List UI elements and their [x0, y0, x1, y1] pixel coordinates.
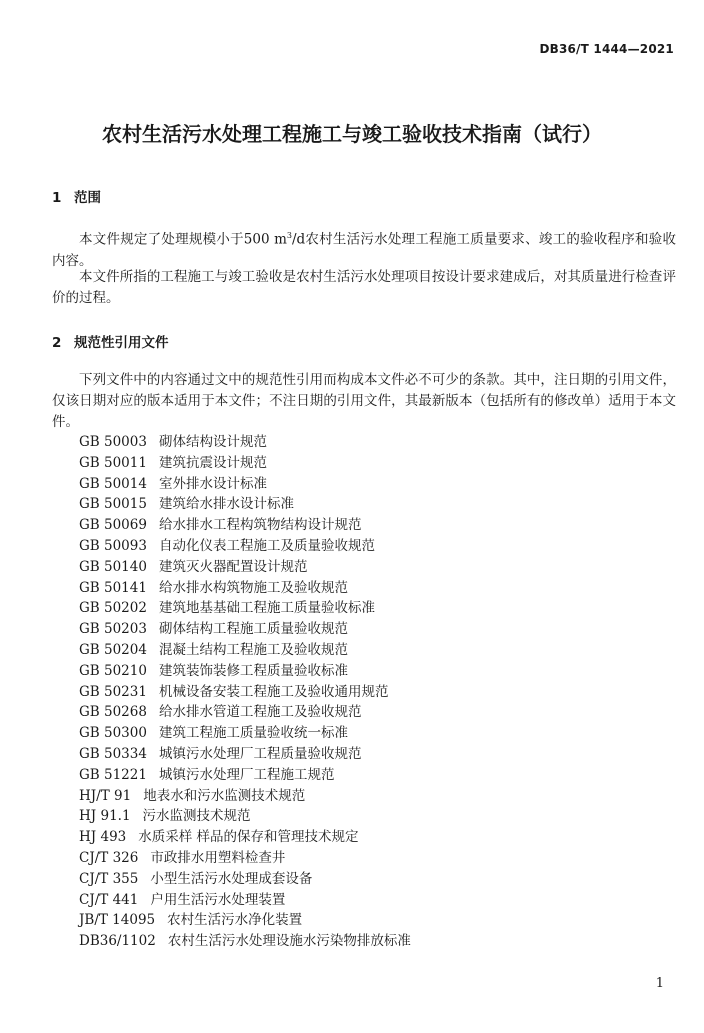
reference-code: GB 50140 [79, 558, 147, 575]
section-1-heading [52, 186, 101, 206]
reference-title: 混凝土结构工程施工及验收规范 [158, 641, 348, 658]
reference-title: 水质采样 样品的保存和管理技术规定 [138, 829, 359, 846]
reference-item [79, 432, 411, 453]
reference-code: GB 50268 [79, 704, 147, 721]
reference-code: GB 50231 [79, 683, 147, 700]
section-title: 范围 [74, 190, 101, 206]
scope-paragraph-2: 本文件所指的工程施工与竣工验收是农村生活污水处理项目按设计要求建成后，对其质量进行检查评价的过程。 [52, 269, 676, 306]
reference-title: 户用生活污水处理装置 [150, 891, 286, 908]
reference-code: GB 50069 [79, 517, 147, 534]
reference-code: GB 50141 [79, 579, 147, 596]
reference-code: GB 50334 [79, 745, 147, 762]
reference-title: 建筑工程施工质量验收统一标准 [158, 725, 348, 742]
reference-code: GB 50210 [79, 662, 147, 679]
reference-item [79, 619, 411, 640]
section-title: 规范性引用文件 [74, 335, 169, 351]
reference-title: 给水排水管道工程施工及验收规范 [158, 704, 362, 721]
reference-item [79, 661, 411, 682]
reference-code: CJ/T 355 [79, 870, 139, 887]
reference-code: GB 50015 [79, 496, 147, 513]
reference-item [79, 931, 411, 952]
reference-title: 给水排水构筑物施工及验收规范 [158, 579, 348, 596]
reference-title: 建筑抗震设计规范 [158, 454, 267, 471]
reference-item [79, 806, 411, 827]
reference-code: GB 50204 [79, 641, 147, 658]
reference-title: 城镇污水处理厂工程质量验收规范 [158, 745, 362, 762]
scope-paragraph-1 [52, 225, 676, 272]
reference-item [79, 536, 411, 557]
section-2-heading [52, 331, 169, 351]
reference-item [79, 598, 411, 619]
reference-code: GB 50202 [79, 600, 147, 617]
reference-title: 给水排水工程构筑物结构设计规范 [158, 517, 362, 534]
reference-item [79, 765, 411, 786]
reference-title: 城镇污水处理厂工程施工规范 [158, 766, 335, 783]
reference-item [79, 702, 411, 723]
references-intro: 下列文件中的内容通过文中的规范性引用而构成本文件必不可少的条款。其中，注日期的引用文件，仅该日期对应的版本适用于本文件；不注日期的引用文件，其最新版本（包括所有的修改单）适用于本文件。 [52, 372, 676, 430]
reference-code: GB 50011 [79, 454, 147, 471]
reference-code: HJ/T 91 [79, 787, 132, 804]
reference-item [79, 910, 411, 931]
reference-code: JB/T 14095 [79, 912, 156, 929]
reference-item [79, 453, 411, 474]
reference-title: 建筑给水排水设计标准 [158, 496, 294, 513]
reference-title: 自动化仪表工程施工及质量验收规范 [158, 537, 375, 554]
reference-title: 建筑灭火器配置设计规范 [158, 558, 308, 575]
reference-list [79, 432, 411, 952]
reference-code: GB 51221 [79, 766, 147, 783]
reference-item [79, 640, 411, 661]
para-text: 本文件规定了处理规模小于500 m [79, 231, 287, 248]
reference-code: HJ 493 [79, 829, 127, 846]
reference-code: GB 50003 [79, 434, 147, 450]
reference-title: 污水监测技术规范 [142, 808, 251, 825]
reference-title: 小型生活污水处理成套设备 [150, 870, 313, 887]
reference-title: 地表水和污水监测技术规范 [143, 787, 306, 804]
page-number: 1 [655, 976, 664, 991]
reference-code: CJ/T 326 [79, 849, 139, 866]
reference-item [79, 557, 411, 578]
reference-code: GB 50300 [79, 725, 147, 742]
reference-code: GB 50093 [79, 537, 147, 554]
reference-code: DB36/1102 [79, 933, 156, 950]
reference-code: GB 50014 [79, 475, 147, 492]
reference-item [79, 744, 411, 765]
para-text: /d农村生活污水处理工程施工质量要求、竣工的验收程序和验收内容。 [52, 231, 676, 269]
reference-item [79, 494, 411, 515]
reference-item [79, 474, 411, 495]
document-id: DB36/T 1444—2021 [539, 42, 674, 56]
reference-title: 建筑装饰装修工程质量验收标准 [158, 662, 348, 679]
reference-title: 市政排水用塑料检查井 [150, 849, 286, 866]
reference-title: 农村生活污水净化装置 [167, 912, 303, 929]
reference-title: 砌体结构工程施工质量验收规范 [158, 621, 348, 638]
reference-item [79, 578, 411, 599]
reference-item [79, 786, 411, 807]
document-title: 农村生活污水处理工程施工与竣工验收技术指南（试行） [102, 122, 602, 146]
reference-item [79, 515, 411, 536]
superscript: 3 [286, 231, 292, 240]
section-number: 2 [52, 335, 62, 351]
reference-item [79, 848, 411, 869]
reference-item [79, 827, 411, 848]
reference-code: HJ 91.1 [79, 808, 131, 825]
reference-title: 机械设备安装工程施工及验收通用规范 [158, 683, 389, 700]
reference-title: 建筑地基基础工程施工质量验收标准 [158, 600, 375, 617]
section-number: 1 [52, 190, 62, 206]
reference-title: 砌体结构设计规范 [158, 434, 267, 450]
reference-item [79, 723, 411, 744]
reference-code: CJ/T 441 [79, 891, 139, 908]
reference-title: 农村生活污水处理设施水污染物排放标准 [167, 933, 411, 950]
reference-title: 室外排水设计标准 [158, 475, 267, 492]
reference-item [79, 869, 411, 890]
reference-code: GB 50203 [79, 621, 147, 638]
reference-item [79, 890, 411, 911]
reference-item [79, 682, 411, 703]
